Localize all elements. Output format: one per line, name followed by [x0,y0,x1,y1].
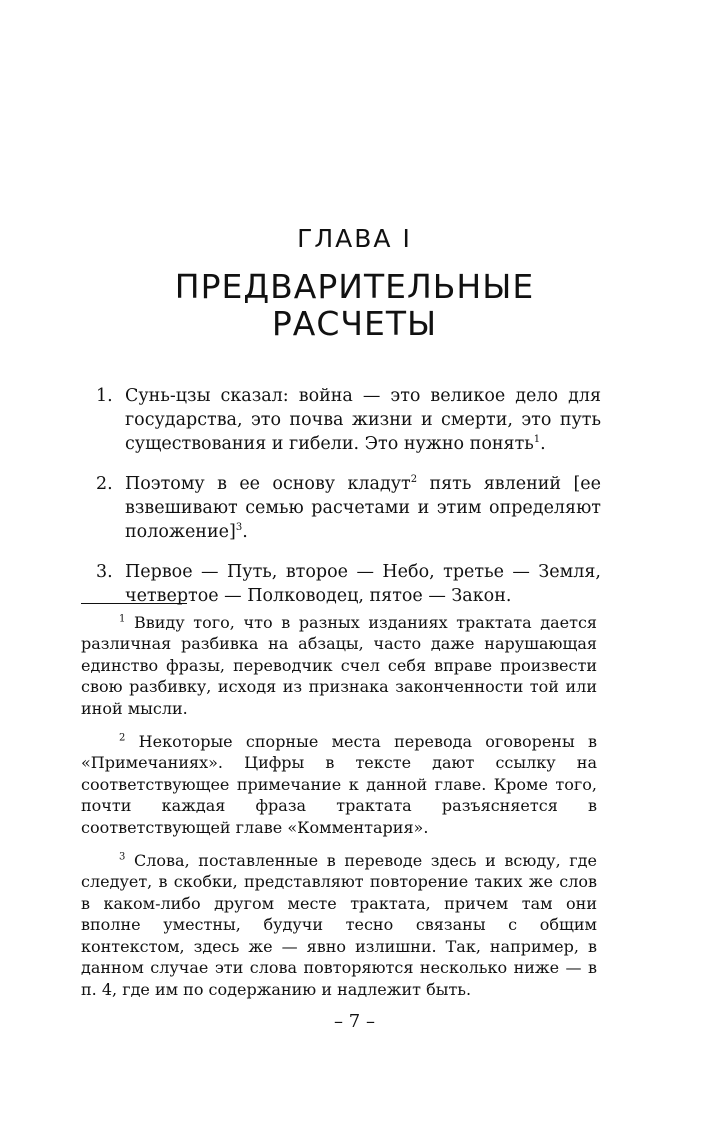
footnote-text: Ввиду того, что в разных изданиях трактата дается различная разбивка на абзацы, часто даже нарушающая единство фразы, переводчик счел себя вправе произвести свою разбивку, исходя из признака законченности той или иной мысли. [81,613,597,718]
verse-text-end: . [242,522,248,542]
footnote-3 [81,850,597,1000]
verse-1 [96,384,601,456]
footnote-divider [81,603,187,604]
verse-text: Сунь-цзы сказал: война — это великое дело для государства, это почва жизни и смерти, это путь существования и гибели. Это нужно понять [125,386,601,454]
footnote-1 [81,612,597,719]
verse-number: 3. [96,562,113,582]
verse-2 [96,472,601,544]
footnote-ref[interactable]: 3 [235,522,243,534]
footnotes [81,612,597,1012]
verse-text-continued: пять явлений [ее взвешивают семью расчетами и этим определяют положение] [125,474,602,542]
footnote-mark: 3 [119,851,126,863]
chapter-title-line-2: РАСЧЕТЫ [271,304,438,343]
page-number: – 7 – [334,1011,375,1032]
chapter-label: ГЛАВА I [297,224,412,253]
verse-text: Первое — Путь, второе — Небо, третье — Земля, четвертое — Полководец, пятое — Закон. [125,562,601,606]
verse-number: 1. [96,386,113,406]
verse-number: 2. [96,474,113,494]
footnote-mark: 1 [119,613,126,625]
footnote-mark: 2 [119,732,126,744]
footnote-ref[interactable]: 1 [533,434,541,446]
verse-list [96,384,601,624]
verse-text-end: . [540,434,546,454]
chapter-title-line-1: ПРЕДВАРИТЕЛЬНЫЕ [174,267,535,306]
verse-text: Поэтому в ее основу кладут [125,474,411,494]
footnote-ref[interactable]: 2 [410,474,418,486]
verse-3 [96,560,601,608]
footnote-text: Некоторые спорные места перевода оговорены в «Примечаниях». Цифры в тексте дают ссылку на соответствующее примечание к данной главе. Кроме того, почти каждая фраза трактата разъясняется в соответствующей главе «Комментария». [81,732,597,837]
footnote-2 [81,731,597,838]
footnote-text: Слова, поставленные в переводе здесь и всюду, где следует, в скобки, представляют повторение таких же слов в каком-либо другом месте трактата, причем там они вполне уместны, будучи тесно связаны с общим контекстом, здесь же — явно излишни. Так, например, в данном случае эти слова повторяются несколько ниже — в п. 4, где им по содержанию и надлежит быть. [81,851,597,999]
chapter-title [0,268,709,342]
